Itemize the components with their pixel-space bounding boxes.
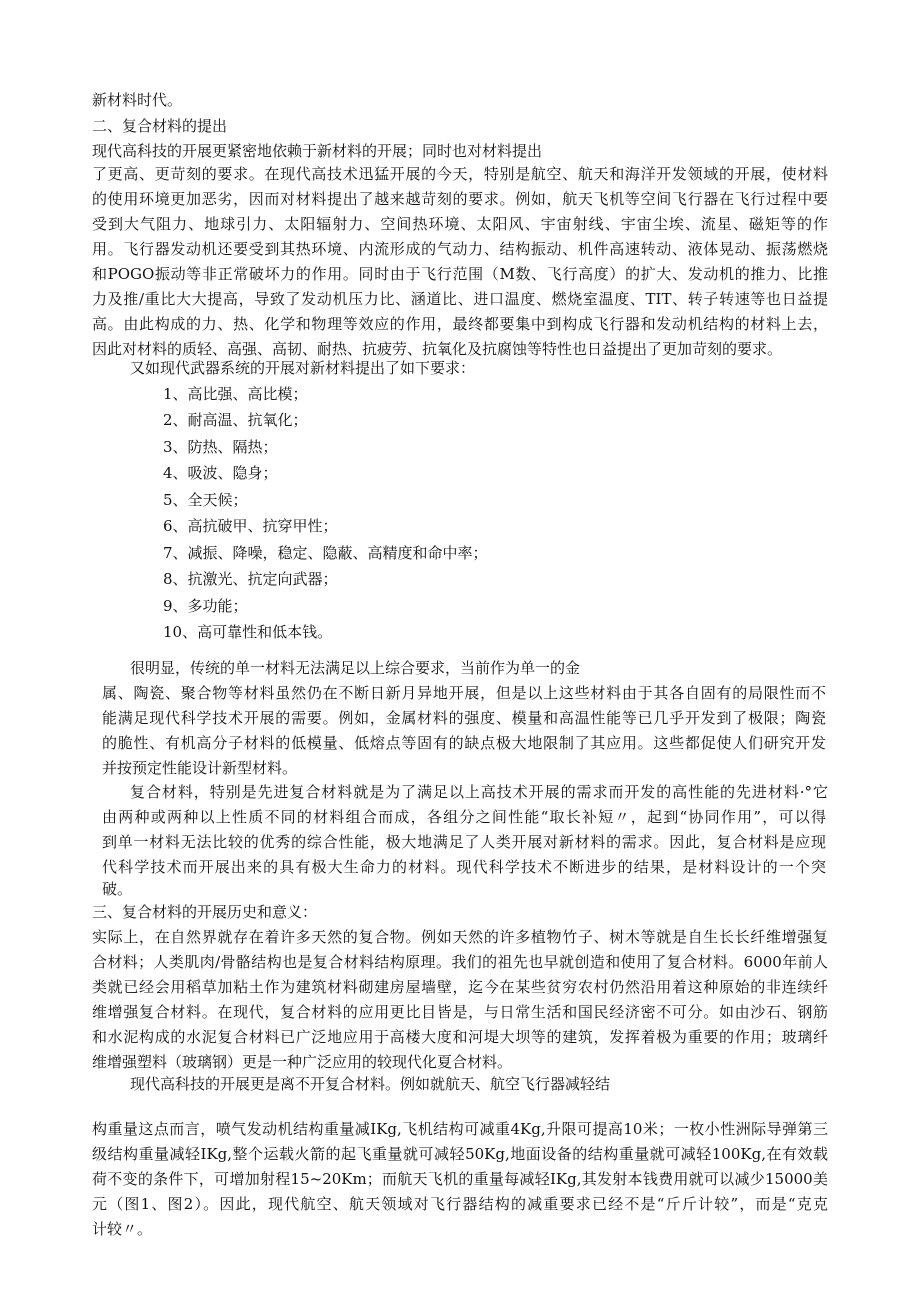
list-item: 7、减振、降噪，稳定、隐蔽、高精度和命中率； (163, 544, 488, 562)
paragraph-line: 计较〃。 (92, 1220, 153, 1238)
paragraph-line: 代科学技术而开展出来的具有极大生命力的材料。现代科学技术不断进步的结果，是材料设计的一个突 (102, 858, 826, 876)
list-item: 5、全天候； (163, 491, 248, 509)
list-item: 3、防热、隔热； (163, 438, 278, 456)
paragraph-line: 荷不变的条件下，可增加射程15~20Km；而航天飞机的重量每减轻IKg,其发射本钱费用就可以减少15000美 (92, 1170, 828, 1188)
paragraph-line: 破。 (102, 880, 133, 898)
paragraph-line: 受到大气阻力、地球引力、太阳辐射力、空间热环境、太阳风、宇宙射线、宇宙尘埃、流星、磁矩等的作 (92, 215, 828, 233)
paragraph-line: 到单一材料无法比较的优秀的综合性能，极大地满足了人类开展对新材料的需求。因此，复合材料是应现 (102, 833, 826, 851)
paragraph-line: 维增强复合材料。在现代，复合材料的应用更比目皆是，与日常生活和国民经济密不可分。如由沙石、钢筋 (92, 1003, 828, 1021)
paragraph-line: 的脆性、有机高分子材料的低模量、低熔点等固有的缺点极大地限制了其应用。这些都促使人们研究开发 (102, 734, 826, 752)
list-item: 8、抗激光、抗定向武器； (163, 570, 338, 588)
paragraph-line: 构重量这点而言，喷气发动机结构重量减IKg,飞机结构可减重4Kg,升限可提高10米；一枚小性洲际导弹第三 (92, 1120, 828, 1138)
paragraph-line: 因此对材料的质轻、高强、高韧、耐热、抗疲劳、抗氧化及抗腐蚀等特性也日益提出了更加苛刻的要求。 (92, 340, 783, 358)
list-item: 6、高抗破甲、抗穿甲性； (163, 517, 338, 535)
paragraph-line: 级结构重量减轻IKg,整个运载火箭的起飞重量就可减轻50Kg,地面设备的结构重量就可减轻100Kg,在有效载 (92, 1145, 828, 1163)
text-line: 新材料时代。 (92, 91, 183, 109)
paragraph-line: 实际上，在自然界就存在着许多天然的复合物。例如天然的许多植物竹子、树木等就是自生长长纤维增强复 (92, 928, 828, 946)
section-heading: 三、复合材料的开展历史和意义： (92, 903, 318, 921)
list-item: 10、高可靠性和低本钱。 (163, 623, 333, 641)
paragraph-line: 的使用环境更加恶劣，因而对材料提出了越来越苛刻的要求。例如，航天飞机等空间飞行器在飞行过程中要 (92, 190, 828, 208)
section-heading: 二、复合材料的提出 (92, 117, 228, 135)
list-item: 4、吸波、隐身； (163, 464, 278, 482)
list-item: 1、高比强、高比模； (163, 385, 308, 403)
paragraph-line: 维增强塑料（玻璃钢）更是一种广泛应用的较现代化夏合材料。 (92, 1053, 513, 1071)
paragraph-line: 属、陶瓷、聚合物等材料虽然仍在不断日新月异地开展，但是以上这些材料由于其各自固有的局限性而不 (102, 684, 826, 702)
paragraph-line: 复合材料，特别是先进复合材料就是为了满足以上高技术开展的需求而开发的高性能的先进材料·°它 (130, 783, 828, 801)
paragraph-line: 和POGO振动等非正常破坏力的作用。同时由于飞行范围（M数、飞行高度）的扩大、发动机的推力、比推 (92, 265, 828, 283)
paragraph-line: 高。由此构成的力、热、化学和物理等效应的作用，最终都要集中到构成飞行器和发动机结构的材料上去， (92, 315, 828, 333)
paragraph-line: 很明显，传统的单一材料无法满足以上综合要求，当前作为单一的金 (130, 659, 581, 677)
paragraph-line: 现代高科技的开展更是离不开复合材料。例如就航天、航空飞行器减轻结 (130, 1075, 611, 1093)
paragraph-line: 能满足现代科学技术开展的需要。例如，金属材料的强度、模量和高温性能等已几乎开发到了极限；陶瓷 (102, 709, 826, 727)
text-line: 现代高科技的开展更紧密地依赖于新材料的开展；同时也对材料提出 (92, 142, 543, 160)
paragraph-line: 并按预定性能设计新型材料。 (102, 759, 298, 777)
paragraph-line: 由两种或两种以上性质不同的材料组合而成，各组分之间性能“取长补短〃，起到“协同作用”，可以得 (102, 808, 826, 826)
paragraph-line: 类就已经会用稻草加粘土作为建筑材料砌建房屋墙壁，迄今在某些贫穷农村仍然沿用着这种原始的非连续纤 (92, 978, 828, 996)
paragraph-line: 合材料；人类肌肉/骨骼结构也是复合材料结构原理。我们的祖先也早就创造和使用了复合材料。6000年前人 (92, 953, 828, 971)
list-item: 2、耐高温、抗氧化； (163, 411, 308, 429)
paragraph-line: 用。飞行器发动机还要受到其热环境、内流形成的气动力、结构振动、机件高速转动、液体晃动、振荡燃烧 (92, 240, 828, 258)
paragraph-line: 力及推/重比大大提高，导致了发动机压力比、涵道比、进口温度、燃烧室温度、TIT、转子转速等也日益提 (92, 290, 828, 308)
paragraph-line: 和水泥构成的水泥复合材料已广泛地应用于高楼大度和河堤大坝等的建筑，发挥着极为重要的作用；玻璃纤 (92, 1028, 828, 1046)
list-item: 9、多功能； (163, 597, 248, 615)
paragraph-line: 了更高、更苛刻的要求。在现代高技术迅猛开展的今天，特别是航空、航天和海洋开发领域的开展，使材料 (92, 165, 828, 183)
text-line: 又如现代武器系统的开展对新材料提出了如下要求： (130, 359, 476, 377)
paragraph-line: 元（图1、图2）。因此，现代航空、航天领域对飞行器结构的减重要求已经不是“斤斤计较”，而是“克克 (92, 1195, 828, 1213)
